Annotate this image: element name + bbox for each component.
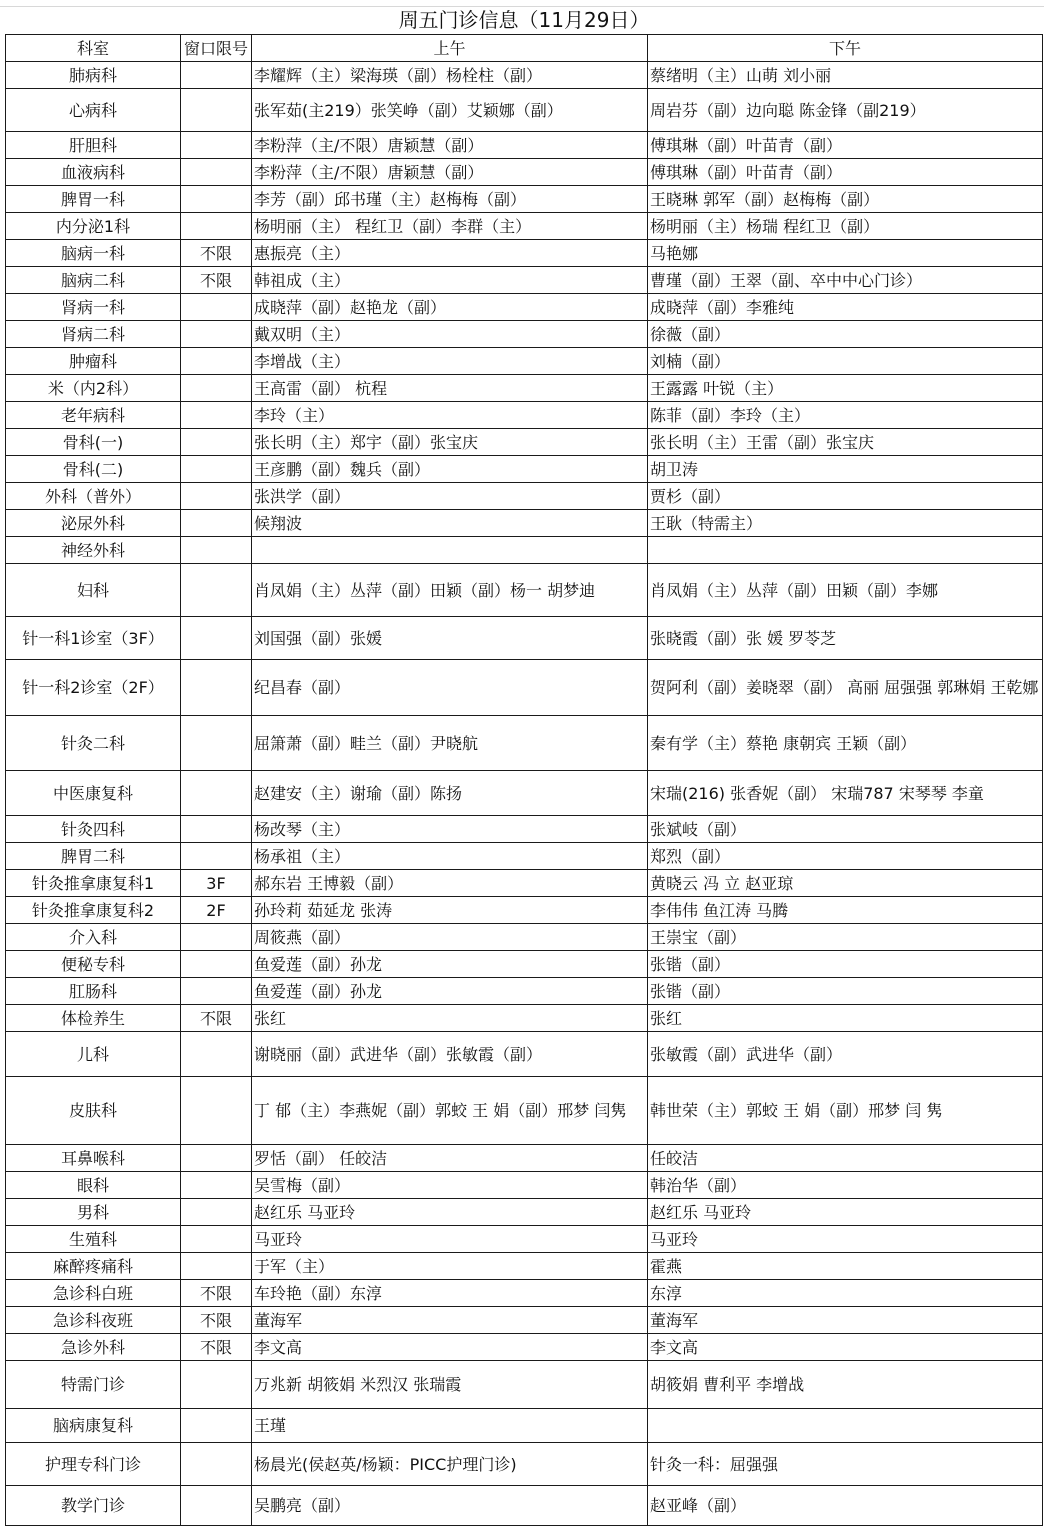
morning-doctors-cell: 李玲（主） (252, 402, 648, 429)
sheet-title: 周五门诊信息（11月29日） (6, 6, 1043, 35)
window-limit-cell (181, 89, 252, 132)
afternoon-doctors-cell: 张敏霞（副）武进华（副） (648, 1032, 1043, 1077)
morning-doctors-cell: 刘国强（副）张媛 (252, 617, 648, 660)
dept-cell: 泌尿外科 (6, 510, 181, 537)
dept-cell: 外科（普外） (6, 483, 181, 510)
afternoon-doctors-cell: 董海军 (648, 1307, 1043, 1334)
table-row (6, 375, 1043, 402)
table-row (6, 816, 1043, 843)
morning-doctors-cell (252, 537, 648, 564)
afternoon-doctors-cell: 张锴（副） (648, 978, 1043, 1005)
morning-doctors-cell: 李文高 (252, 1334, 648, 1361)
header-dept: 科室 (6, 35, 181, 62)
dept-cell: 肿瘤科 (6, 348, 181, 375)
morning-doctors-cell: 谢晓丽（副）武进华（副）张敏霞（副） (252, 1032, 648, 1077)
dept-cell: 米（内2科） (6, 375, 181, 402)
window-limit-cell: 不限 (181, 240, 252, 267)
table-row (6, 660, 1043, 716)
morning-doctors-cell: 惠振亮（主） (252, 240, 648, 267)
morning-doctors-cell: 杨改琴（主） (252, 816, 648, 843)
table-row (6, 89, 1043, 132)
afternoon-doctors-cell: 贺阿利（副）姜晓翠（副） 高丽 屈强强 郭琳娟 王乾娜 (648, 660, 1043, 716)
table-row (6, 564, 1043, 617)
afternoon-doctors-cell: 刘楠（副） (648, 348, 1043, 375)
dept-cell: 针灸推拿康复科2 (6, 897, 181, 924)
window-limit-cell (181, 617, 252, 660)
afternoon-doctors-cell: 徐薇（副） (648, 321, 1043, 348)
table-row (6, 159, 1043, 186)
afternoon-doctors-cell (648, 1409, 1043, 1443)
dept-cell: 中医康复科 (6, 771, 181, 816)
dept-cell: 男科 (6, 1199, 181, 1226)
morning-doctors-cell: 周筱燕（副） (252, 924, 648, 951)
morning-doctors-cell: 马亚玲 (252, 1226, 648, 1253)
dept-cell: 耳鼻喉科 (6, 1145, 181, 1172)
morning-doctors-cell: 杨承祖（主） (252, 843, 648, 870)
afternoon-doctors-cell: 东淳 (648, 1280, 1043, 1307)
table-row (6, 1226, 1043, 1253)
table-row (6, 978, 1043, 1005)
morning-doctors-cell: 纪昌春（副） (252, 660, 648, 716)
window-limit-cell (181, 816, 252, 843)
window-limit-cell (181, 429, 252, 456)
morning-doctors-cell: 李粉萍（主/不限）唐颖慧（副） (252, 132, 648, 159)
dept-cell: 针灸推拿康复科1 (6, 870, 181, 897)
window-limit-cell (181, 564, 252, 617)
afternoon-doctors-cell (648, 537, 1043, 564)
window-limit-cell (181, 1486, 252, 1526)
morning-doctors-cell: 张洪学（副） (252, 483, 648, 510)
afternoon-doctors-cell: 胡筱娟 曹利平 李增战 (648, 1361, 1043, 1409)
window-limit-cell (181, 132, 252, 159)
window-limit-cell: 不限 (181, 267, 252, 294)
dept-cell: 老年病科 (6, 402, 181, 429)
morning-doctors-cell: 李耀辉（主）梁海瑛（副）杨栓柱（副） (252, 62, 648, 89)
morning-doctors-cell: 肖凤娟（主）丛萍（副）田颖（副）杨一 胡梦迪 (252, 564, 648, 617)
morning-doctors-cell: 郝东岩 王博毅（副） (252, 870, 648, 897)
dept-cell: 皮肤科 (6, 1077, 181, 1145)
dept-cell: 麻醉疼痛科 (6, 1253, 181, 1280)
table-row (6, 771, 1043, 816)
window-limit-cell (181, 186, 252, 213)
afternoon-doctors-cell: 张长明（主）王雷（副）张宝庆 (648, 429, 1043, 456)
afternoon-doctors-cell: 针灸一科：屈强强 (648, 1443, 1043, 1486)
afternoon-doctors-cell: 李伟伟 鱼江涛 马腾 (648, 897, 1043, 924)
afternoon-doctors-cell: 王耿（特需主） (648, 510, 1043, 537)
window-limit-cell (181, 1361, 252, 1409)
morning-doctors-cell: 韩祖成（主） (252, 267, 648, 294)
afternoon-doctors-cell: 马亚玲 (648, 1226, 1043, 1253)
table-row (6, 294, 1043, 321)
table-row (6, 267, 1043, 294)
window-limit-cell (181, 1077, 252, 1145)
afternoon-doctors-cell: 王崇宝（副） (648, 924, 1043, 951)
table-row (6, 897, 1043, 924)
morning-doctors-cell: 戴双明（主） (252, 321, 648, 348)
window-limit-cell (181, 1032, 252, 1077)
afternoon-doctors-cell: 傅琪琳（副）叶苗青（副） (648, 132, 1043, 159)
table-row (6, 62, 1043, 89)
dept-cell: 妇科 (6, 564, 181, 617)
dept-cell: 针一科1诊室（3F） (6, 617, 181, 660)
dept-cell: 脾胃一科 (6, 186, 181, 213)
afternoon-doctors-cell: 马艳娜 (648, 240, 1043, 267)
afternoon-doctors-cell: 黄晓云 冯 立 赵亚琼 (648, 870, 1043, 897)
morning-doctors-cell: 赵红乐 马亚玲 (252, 1199, 648, 1226)
dept-cell: 眼科 (6, 1172, 181, 1199)
dept-cell: 特需门诊 (6, 1361, 181, 1409)
window-limit-cell (181, 321, 252, 348)
morning-doctors-cell: 车玲艳（副）东淳 (252, 1280, 648, 1307)
table-row (6, 402, 1043, 429)
table-row (6, 186, 1043, 213)
morning-doctors-cell: 张长明（主）郑宇（副）张宝庆 (252, 429, 648, 456)
header-morning: 上午 (252, 35, 648, 62)
window-limit-cell (181, 294, 252, 321)
table-row (6, 1172, 1043, 1199)
afternoon-doctors-cell: 霍燕 (648, 1253, 1043, 1280)
dept-cell: 脾胃二科 (6, 843, 181, 870)
morning-doctors-cell: 吴雪梅（副） (252, 1172, 648, 1199)
dept-cell: 肝胆科 (6, 132, 181, 159)
afternoon-doctors-cell: 杨明丽（主）杨瑞 程红卫（副） (648, 213, 1043, 240)
afternoon-doctors-cell: 任皎洁 (648, 1145, 1043, 1172)
window-limit-cell (181, 1226, 252, 1253)
window-limit-cell (181, 951, 252, 978)
dept-cell: 脑病一科 (6, 240, 181, 267)
morning-doctors-cell: 张军茹(主219）张笑峥（副）艾颖娜（副） (252, 89, 648, 132)
window-limit-cell: 不限 (181, 1280, 252, 1307)
afternoon-doctors-cell: 曹瑾（副）王翠（副、卒中中心门诊） (648, 267, 1043, 294)
table-row (6, 870, 1043, 897)
morning-doctors-cell: 王高雷（副） 杭程 (252, 375, 648, 402)
table-row (6, 1334, 1043, 1361)
table-row (6, 240, 1043, 267)
afternoon-doctors-cell: 王晓琳 郭军（副）赵梅梅（副） (648, 186, 1043, 213)
window-limit-cell (181, 1145, 252, 1172)
morning-doctors-cell: 李粉萍（主/不限）唐颖慧（副） (252, 159, 648, 186)
dept-cell: 生殖科 (6, 1226, 181, 1253)
afternoon-doctors-cell: 胡卫涛 (648, 456, 1043, 483)
table-row (6, 537, 1043, 564)
morning-doctors-cell: 鱼爱莲（副）孙龙 (252, 978, 648, 1005)
afternoon-doctors-cell: 赵红乐 马亚玲 (648, 1199, 1043, 1226)
table-row (6, 1361, 1043, 1409)
afternoon-doctors-cell: 蔡绪明（主）山萌 刘小丽 (648, 62, 1043, 89)
morning-doctors-cell: 李增战（主） (252, 348, 648, 375)
morning-doctors-cell: 罗恬（副） 任皎洁 (252, 1145, 648, 1172)
window-limit-cell: 2F (181, 897, 252, 924)
morning-doctors-cell: 吴鹏亮（副） (252, 1486, 648, 1526)
morning-doctors-cell: 候翔波 (252, 510, 648, 537)
morning-doctors-cell: 李芳（副）邱书瑾（主）赵梅梅（副） (252, 186, 648, 213)
afternoon-doctors-cell: 王露露 叶锐（主） (648, 375, 1043, 402)
table-row (6, 1032, 1043, 1077)
table-row (6, 617, 1043, 660)
header-row (6, 35, 1043, 62)
afternoon-doctors-cell: 赵亚峰（副） (648, 1486, 1043, 1526)
clinic-schedule-table (5, 6, 1043, 1526)
afternoon-doctors-cell: 宋瑞(216) 张香妮（副） 宋瑞787 宋琴琴 李童 (648, 771, 1043, 816)
morning-doctors-cell: 张红 (252, 1005, 648, 1032)
table-row (6, 1005, 1043, 1032)
window-limit-cell (181, 62, 252, 89)
table-row (6, 1253, 1043, 1280)
table-row (6, 321, 1043, 348)
window-limit-cell: 不限 (181, 1334, 252, 1361)
afternoon-doctors-cell: 韩世荣（主）郭蛟 王 娟（副）邢梦 闫 隽 (648, 1077, 1043, 1145)
morning-doctors-cell: 王瑾 (252, 1409, 648, 1443)
window-limit-cell (181, 1409, 252, 1443)
afternoon-doctors-cell: 张斌岐（副） (648, 816, 1043, 843)
morning-doctors-cell: 成晓萍（副）赵艳龙（副） (252, 294, 648, 321)
dept-cell: 急诊外科 (6, 1334, 181, 1361)
schedule-rows (6, 62, 1043, 1526)
afternoon-doctors-cell: 韩治华（副） (648, 1172, 1043, 1199)
window-limit-cell (181, 660, 252, 716)
window-limit-cell (181, 375, 252, 402)
window-limit-cell (181, 1172, 252, 1199)
window-limit-cell (181, 1253, 252, 1280)
afternoon-doctors-cell: 郑烈（副） (648, 843, 1043, 870)
window-limit-cell (181, 716, 252, 771)
afternoon-doctors-cell: 成晓萍（副）李雅纯 (648, 294, 1043, 321)
table-row (6, 1145, 1043, 1172)
dept-cell: 针灸四科 (6, 816, 181, 843)
window-limit-cell (181, 1443, 252, 1486)
morning-doctors-cell: 于军（主） (252, 1253, 648, 1280)
dept-cell: 便秘专科 (6, 951, 181, 978)
afternoon-doctors-cell: 李文高 (648, 1334, 1043, 1361)
table-row (6, 951, 1043, 978)
morning-doctors-cell: 杨明丽（主） 程红卫（副）李群（主） (252, 213, 648, 240)
morning-doctors-cell: 万兆新 胡筱娟 米烈汉 张瑞霞 (252, 1361, 648, 1409)
table-row (6, 132, 1043, 159)
afternoon-doctors-cell: 肖凤娟（主）丛萍（副）田颖（副）李娜 (648, 564, 1043, 617)
header-window-limit: 窗口限号 (181, 35, 252, 62)
table-row (6, 213, 1043, 240)
afternoon-doctors-cell: 陈菲（副）李玲（主） (648, 402, 1043, 429)
afternoon-doctors-cell: 贾杉（副） (648, 483, 1043, 510)
table-row (6, 716, 1043, 771)
table-row (6, 1443, 1043, 1486)
dept-cell: 血液病科 (6, 159, 181, 186)
dept-cell: 教学门诊 (6, 1486, 181, 1526)
window-limit-cell: 不限 (181, 1005, 252, 1032)
window-limit-cell (181, 537, 252, 564)
table-row (6, 510, 1043, 537)
afternoon-doctors-cell: 周岩芬（副）边向聪 陈金锋（副219） (648, 89, 1043, 132)
window-limit-cell (181, 1199, 252, 1226)
window-limit-cell (181, 924, 252, 951)
window-limit-cell: 不限 (181, 1307, 252, 1334)
window-limit-cell: 3F (181, 870, 252, 897)
table-row (6, 1409, 1043, 1443)
morning-doctors-cell: 杨晨光(侯赵英/杨颖：PICC护理门诊) (252, 1443, 648, 1486)
dept-cell: 急诊科夜班 (6, 1307, 181, 1334)
dept-cell: 肛肠科 (6, 978, 181, 1005)
table-row (6, 1199, 1043, 1226)
window-limit-cell (181, 771, 252, 816)
window-limit-cell (181, 456, 252, 483)
table-row (6, 1077, 1043, 1145)
morning-doctors-cell: 董海军 (252, 1307, 648, 1334)
dept-cell: 肺病科 (6, 62, 181, 89)
dept-cell: 急诊科白班 (6, 1280, 181, 1307)
window-limit-cell (181, 510, 252, 537)
afternoon-doctors-cell: 张红 (648, 1005, 1043, 1032)
window-limit-cell (181, 348, 252, 375)
window-limit-cell (181, 213, 252, 240)
dept-cell: 脑病康复科 (6, 1409, 181, 1443)
window-limit-cell (181, 159, 252, 186)
table-row (6, 843, 1043, 870)
dept-cell: 针灸二科 (6, 716, 181, 771)
afternoon-doctors-cell: 张晓霞（副）张 媛 罗苓芝 (648, 617, 1043, 660)
window-limit-cell (181, 843, 252, 870)
dept-cell: 神经外科 (6, 537, 181, 564)
dept-cell: 骨科(二) (6, 456, 181, 483)
dept-cell: 介入科 (6, 924, 181, 951)
morning-doctors-cell: 鱼爱莲（副）孙龙 (252, 951, 648, 978)
table-row (6, 456, 1043, 483)
dept-cell: 针一科2诊室（2F） (6, 660, 181, 716)
table-row (6, 1486, 1043, 1526)
header-afternoon: 下午 (648, 35, 1043, 62)
table-row (6, 924, 1043, 951)
dept-cell: 脑病二科 (6, 267, 181, 294)
afternoon-doctors-cell: 张锴（副） (648, 951, 1043, 978)
table-row (6, 483, 1043, 510)
dept-cell: 肾病二科 (6, 321, 181, 348)
table-row (6, 1307, 1043, 1334)
afternoon-doctors-cell: 秦有学（主）蔡艳 康朝宾 王颖（副） (648, 716, 1043, 771)
table-row (6, 429, 1043, 456)
morning-doctors-cell: 丁 郁（主）李燕妮（副）郭蛟 王 娟（副）邢梦 闫隽 (252, 1077, 648, 1145)
table-row (6, 348, 1043, 375)
title-row (6, 6, 1043, 35)
morning-doctors-cell: 赵建安（主）谢瑜（副）陈扬 (252, 771, 648, 816)
morning-doctors-cell: 屈箫萧（副）畦兰（副）尹晓航 (252, 716, 648, 771)
window-limit-cell (181, 402, 252, 429)
dept-cell: 体检养生 (6, 1005, 181, 1032)
window-limit-cell (181, 978, 252, 1005)
afternoon-doctors-cell: 傅琪琳（副）叶苗青（副） (648, 159, 1043, 186)
morning-doctors-cell: 王彦鹏（副）魏兵（副） (252, 456, 648, 483)
window-limit-cell (181, 483, 252, 510)
morning-doctors-cell: 孙玲莉 茹延龙 张涛 (252, 897, 648, 924)
dept-cell: 内分泌1科 (6, 213, 181, 240)
table-row (6, 1280, 1043, 1307)
dept-cell: 肾病一科 (6, 294, 181, 321)
dept-cell: 骨科(一) (6, 429, 181, 456)
dept-cell: 护理专科门诊 (6, 1443, 181, 1486)
dept-cell: 心病科 (6, 89, 181, 132)
dept-cell: 儿科 (6, 1032, 181, 1077)
